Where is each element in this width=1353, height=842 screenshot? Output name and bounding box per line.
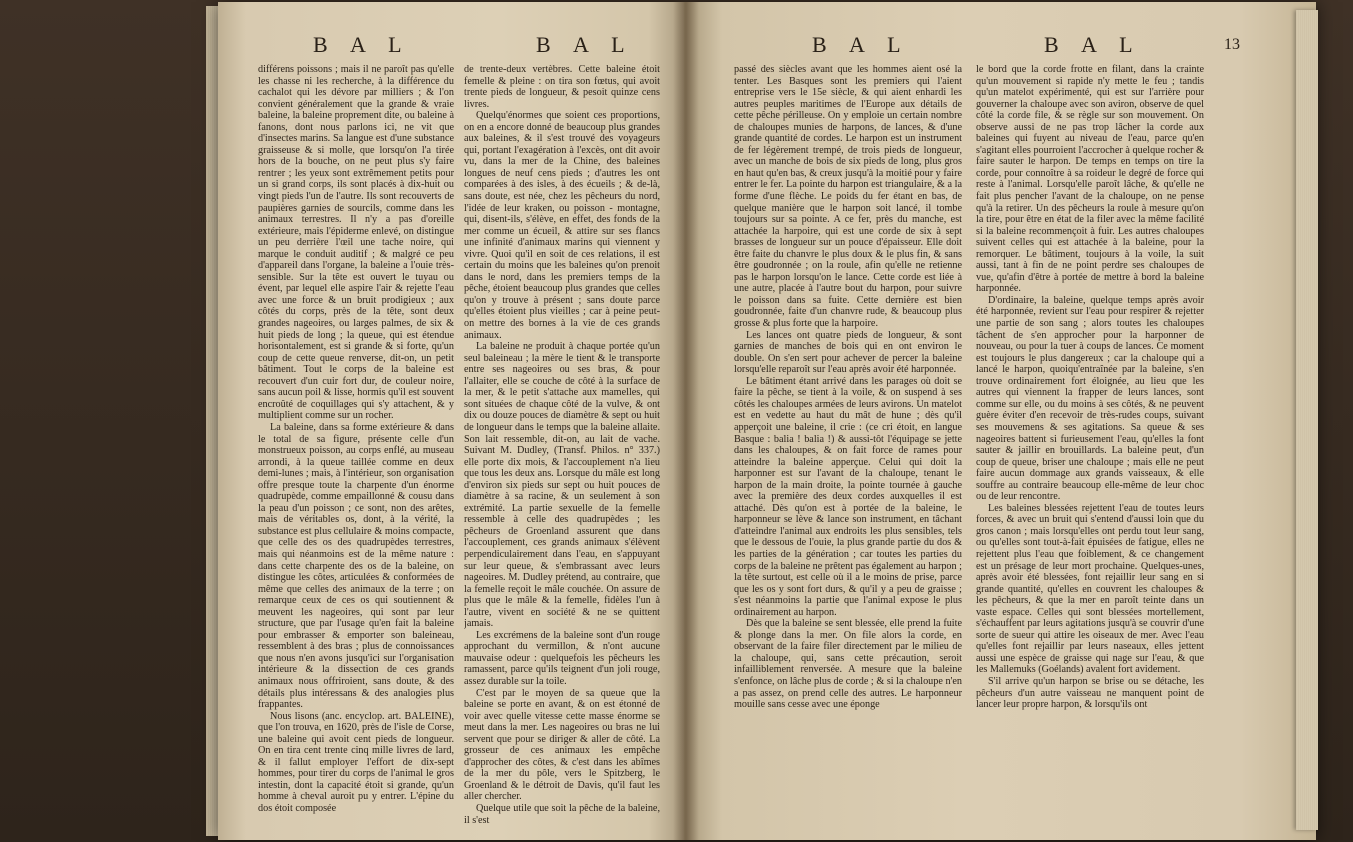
right-page [684, 2, 1316, 840]
page-number: 13 [1224, 36, 1240, 53]
left-col2-text-para-6: Quelque utile que soit la pêche de la baleine, il s'est [464, 803, 660, 826]
right-col1-text-para-3: Le bâtiment étant arrivé dans les parages où doit se faire la pêche, se tient à la voile, & on suspend à ses côtés les chaloupes armées de leurs avirons. Un matelot est en vedette au haut du mât de hune ; dès qu'il apperçoit une baleine, il crie : (ce cri étoit, en langue Basque : balia ! balia !) & aussi-tôt l'équipage se jette dans les chaloupes, & on fait force de rames pour atteindre la baleine apperçue. Celui qui doit la harponner est sur l'avant de la chaloupe, tenant le harpon de la main droite, la pointe tournée à gauche avec la première des deux cordes auxquelles il est attaché. Dès qu'on est à portée de la baleine, le harponneur se lève & lance son instrument, en tâchant d'atteindre l'animal aux endroits les plus sensibles, tels que le dessous de l'ouie, la plus grande partie du dos & les parties de la génération ; car toutes les parties du corps de la baleine ne prêtent pas également au harpon ; la tête surtout, est celle où il a le moins de prise, parce que les os y sont fort durs, & qu'il y a peu de graisse ; s'est néanmoins la partie que l'animal expose le plus ordinairement au harpon. [734, 375, 962, 618]
right-col1-text-para-4: Dès que la baleine se sent blessée, elle prend la fuite & plonge dans la mer. On file alors la corde, en observant de la faire filer directement par le milieu de la chaloupe, qui, sans cette précaution, seroit infailliblement renversée. A mesure que la baleine s'enfonce, on lâche plus de corde ; & si la chaloupe n'en a pas assez, on prend celle des autres. Le harponneur mouille sans cesse avec une éponge [734, 618, 962, 711]
left-col1-text-para-2: La baleine, dans sa forme extérieure & dans le total de sa figure, présente celle d'un monstrueux poisson, au corps enflé, au museau arrondi, à la queue taillée comme en deux demi-lunes ; mais, à l'intérieur, son organisation offre presque toute la charpente d'un énorme quadrupède, comme empaillonné & cousu dans la peau d'un poisson ; ce sont, non des arêtes, mais de véritables os, dont, à la vérité, la substance est plus cellulaire & moins compacte, que celle des os des quadrupèdes terrestres, mais qui néanmoins est de la même nature : dans cette charpente des os de la baleine, on distingue les côtes, articulées & conformées de même que celles des animaux de la terre ; on remarque ceux de ces os qui soutiennent & meuvent les nageoires, qui sont par leur structure, que par l'usage qu'en fait la baleine pour embrasser & emporter son baleineau, ressemblent à des bras ; plus de connoissances que nous n'en avons jusqu'ici sur l'organisation intérieure & la dissection de ces grands animaux nous offriroient, sans doute, & des détails plus intéressans & des analogies plus frappantes. [258, 421, 454, 711]
left-col2-text-para-3: La baleine ne produit à chaque portée qu'un seul baleineau ; la mère le tient & le transporte entre ses nageoires ou ses bras, & pour l'allaiter, elle se couche de côté à la surface de la mer, & le petit s'attache aux mamelles, qui sont situées de chaque côté de la vulve, & ont dix ou douze pouces de diamètre & sept ou huit de longueur dans le temps que la baleine allaite. Son lait ressemble, dit-on, au lait de vache. Suivant M. Dudley, (Transf. Philos. n° 337.) elle porte dix mois, & l'accouplement n'a lieu que tous les deux ans. Lorsque du mâle est long d'environ six pieds sur sept ou huit pouces de diamètre à sa racine, & un seulement à son extrémité. La partie sexuelle de la femelle ressemble à celle des quadrupèdes ; les pêcheurs de Groenland assurent que dans l'accouplement, ces grands animaux s'élèvent perpendiculairement dans l'eau, en s'appuyant sur leur queue, & s'embrassant avec leurs nageoires. M. Dudley prétend, au contraire, que la femelle reçoit le mâle couchée. On assure de plus que le mâle & la femelle, fidèles l'un à l'autre, vivent en société & ne se quittent jamais. [464, 341, 660, 630]
right-page-edges [1296, 10, 1318, 830]
right-col1-text-para-1: passé des siècles avant que les hommes aient osé la tenter. Les Basques sont les premiers qui l'aient entreprise vers le 15e siècle, & qui aient enhardi les autres peuples maritimes de l'Europe aux détails de cette pêche périlleuse. On y emploie un certain nombre de chaloupes munies de harpons, de lances, & d'une grande quantité de cordes. Le harpon est un instrument de fer légèrement trempé, de trois pieds de longueur, avec un manche de bois de six pieds de long, plus gros en haut qu'en bas, & creux jusqu'à la moitié pour y faire entrer le fer. La pointe du harpon est triangulaire, & a la forme d'une flèche. Le poids du fer étant en bas, de quelque manière que le harpon soit lancé, il tombe toujours sur sa pointe. A ce fer, près du manche, est attachée la harpoire, qui est une corde de six à sept brasses de longueur sur un pouce d'épaisseur. Elle doit être faite du chanvre le plus doux & le plus fin, & sans être goudronnée ; on la roule, afin qu'elle ne retienne pas le harpon lorsqu'on le lance. Cette corde est liée à une autre, placée à l'autre bout du harpon, pour suivre le poisson dans sa fuite. Cette dernière est bien goudronnée, faite d'un chanvre rude, & beaucoup plus grosse & plus forte que la harpoire. [734, 64, 962, 330]
right-col2-text-para-1: le bord que la corde frotte en filant, dans la crainte qu'un mouvement si rapide n'y mette le feu ; tandis qu'un matelot expérimenté, qui est sur l'arrière pour gouverner la chaloupe avec son aviron, observe de quel côté la corde file, & se règle sur son mouvement. On observe aussi de ne pas trop lâcher la corde aux baleines qui fuyent au niveau de l'eau, parce qu'en s'agitant elles pourroient l'accrocher à quelque rocher & faire sauter le harpon. De temps en temps on tire la corde, pour connoître à sa roideur le degré de force qui reste à l'animal. Lorsqu'elle paroît lâche, & qu'elle ne fait plus pencher l'avant de la chaloupe, on ne pense qu'à la retirer. Un des pêcheurs la roule à mesure qu'on la tire, pour être en état de la filer avec la même facilité si la baleine recommençoit à fuir. Les autres chaloupes suivent celles qui est attachée à la baleine, pour la remorquer. Le bâtiment, toujours à la voile, la suit aussi, tant à fin de ne point perdre ses chaloupes de vue, qu'afin d'être à portée de mettre à bord la baleine harponnée. [976, 64, 1204, 295]
left-column-1 [258, 64, 454, 836]
right-column-2 [976, 64, 1204, 836]
right-running-head-1: B A L [812, 32, 910, 57]
left-running-head-2: B A L [536, 32, 634, 57]
book-spread [218, 2, 1316, 840]
right-col2-text-para-2: D'ordinaire, la baleine, quelque temps après avoir été harponnée, revient sur l'eau pour respirer & rejetter une partie de son sang ; alors toutes les chaloupes tâchent de s'en approcher pour la harponner de nouveau, ou pour la tuer à coups de lances. Ce moment est toujours le plus dangereux ; car la chaloupe qui a lancé le harpon, quoiqu'entraînée par la baleine, s'en trouve ordinairement fort éloignée, au lieu que les autres qui viennent la frapper de leurs lances, sont comme sur elle, ou du moins à ses côtés, & ne peuvent guère éviter d'en recevoir de très-rudes coups, suivant ses mouvemens & ses agitations. Sa queue & ses nageoires battent si furieusement l'eau, qu'elles la font sauter & jaillir en brouillards. La baleine peut, d'un coup de queue, briser une chaloupe ; mais elle ne peut faire aucun dommage aux grands vaisseaux, & elle souffre au contraire beaucoup elle-même de leur choc ou de leur rencontre. [976, 294, 1204, 503]
left-col1-text-para-3: Nous lisons (anc. encyclop. art. BALEINE), que l'on trouva, en 1620, près de l'isle de Corse, une baleine qui avoit cent pieds de longueur. On en tira cent trente cinq mille livres de lard, & il fallut employer l'effort de dix-sept hommes, pour tirer du corps de l'animal le gros intestin, dont la capacité étoit si grande, qu'un homme à cheval auroit pu y entrer. L'épine du dos étoit composée [258, 710, 454, 814]
left-col2-text-para-5: C'est par le moyen de sa queue que la baleine se porte en avant, & on est étonné de voir avec quelle vitesse cette masse énorme se meut dans la mer. Les nageoires ou bras ne lui servent que pour se diriger & aller de côté. La grosseur de ces animaux les empêche d'approcher des côtes, & c'est dans les abîmes de la mer du pôle, vers le Spitzberg, le Groenland & le détroit de Davis, qu'il faut les aller chercher. [464, 687, 660, 803]
left-col2-text-para-1: de trente-deux vertèbres. Cette baleine étoit femelle & pleine : on tira son fœtus, qui avoit trente pieds de longueur, & pesoit quinze cens livres. [464, 64, 660, 110]
left-col2-text-para-2: Quelqu'énormes que soient ces proportions, on en a encore donné de beaucoup plus grandes aux baleines, & il s'est trouvé des voyageurs qui, portant l'exagération à l'excès, ont dit avoir vu, dans la mer de la Chine, des baleines longues de neuf cens pieds ; d'autres les ont comparées à des isles, à des écueils ; & de-là, sans doute, est née, chez les pêcheurs du nord, l'idée de leur kraken, ou poisson - montagne, qui, disent-ils, s'élève, en effet, des fonds de la mer comme un écueil, & attire sur ses flancs une infinité d'animaux marins qui viennent y vivre. Quoi qu'il en soit de ces relations, il est certain du moins que les baleines qu'on prenoit dans le nord, dans les premiers temps de la pêche, étoient beaucoup plus grandes que celles qu'on y trouve à présent ; sans doute parce qu'elles étoient plus vieilles ; car à peine peut-on mettre des bornes à la vie de ces grands animaux. [464, 110, 660, 341]
left-running-head-1: B A L [313, 32, 411, 57]
right-col1-text-para-2: Les lances ont quatre pieds de longueur, & sont garnies de manches de bois qui en ont environ le double. On s'en sert pour achever de percer la baleine lorsqu'elle reparoît sur l'eau après avoir été harponnée. [734, 329, 962, 376]
right-running-head-2: B A L [1044, 32, 1142, 57]
book-gutter [673, 2, 699, 840]
left-col2-text-para-4: Les excrémens de la baleine sont d'un rouge approchant du vermillon, & n'ont aucune mauvaise odeur : quelquefois les pêcheurs les ramassent, parce qu'ils teignent d'un joli rouge, assez durable sur la toile. [464, 629, 660, 687]
right-column-1 [734, 64, 962, 836]
left-page [218, 2, 686, 840]
left-col1-text-para-1: différens poissons ; mais il ne paroît pas qu'elle les chasse ni les recherche, à la différence du cachalot qui les dévore par milliers ; & l'on convient généralement que la grande & vraie baleine, la baleine proprement dite, ou baleine à fanons, dont nous parlons ici, ne vit que d'insectes marins. Sa langue est d'une substance graisseuse & si molle, que lorsqu'on l'a tirée hors de la bouche, on ne peut plus s'y faire rentrer ; les yeux sont extrêmement petits pour un si grand corps, ils sont placés à dix-huit ou vingt pieds l'un de l'autre. Ils sont recouverts de paupières garnies de sourcils, comme dans les animaux terrestres. Il n'y a pas d'oreille extérieure, mais l'épiderme enlevé, on distingue un peu derrière l'œil une tache noire, qui marque le conduit auditif ; & malgré ce peu d'appareil dans l'organe, la baleine a l'ouie très-sensible. Sur la tête est ouvert le tuyau ou évent, par lequel elle aspire l'air & rejette l'eau avec une force & un bruit prodigieux ; aux côtés du corps, près de la tête, sont deux grandes nageoires, ou larges palmes, de six & huit pieds de long ; la queue, qui est étendue horisontalement, est si grande & si forte, qu'un coup de cette queue renverse, dit-on, un petit bâtiment. Tout le corps de la baleine est recouvert d'un cuir fort dur, de couleur noire, sans aucun poil & lisse, hormis qu'il est souvent encroûté de coquillages qui s'y attachent, & y multiplient comme sur un rocher. [258, 64, 454, 422]
right-col2-text-para-4: S'il arrive qu'un harpon se brise ou se détache, les pêcheurs d'un autre vaisseau ne manquent point de lancer leur propre harpon, & lorsqu'ils ont [976, 675, 1204, 711]
left-column-2 [464, 64, 660, 836]
right-col2-text-para-3: Les baleines blessées rejettent l'eau de toutes leurs forces, & avec un bruit qui s'entend d'aussi loin que du gros canon ; mais lorsqu'elles ont perdu tout leur sang, ou qu'elles sont tout-à-fait épuisées de fatigue, elles ne rejettent plus l'eau que foiblement, & ce changement est un présage de leur mort prochaine. Quelques-unes, après avoir été blessées, font rejaillir leur sang en si grande quantité, qu'elles en couvrent les chaloupes & les pêcheurs, & que la mer en paroît teinte dans un vaste espace. Celles qui sont blessées mortellement, s'échauffent par leurs agitations jusqu'à se couvrir d'une sorte de sueur qui attire les oiseaux de mer. Avec l'eau qu'elles font rejaillir par leurs naseaux, elles jettent aussi une espèce de graisse qui nage sur l'eau, & que les Mallemuks (Goélands) avalent fort avidement. [976, 502, 1204, 676]
